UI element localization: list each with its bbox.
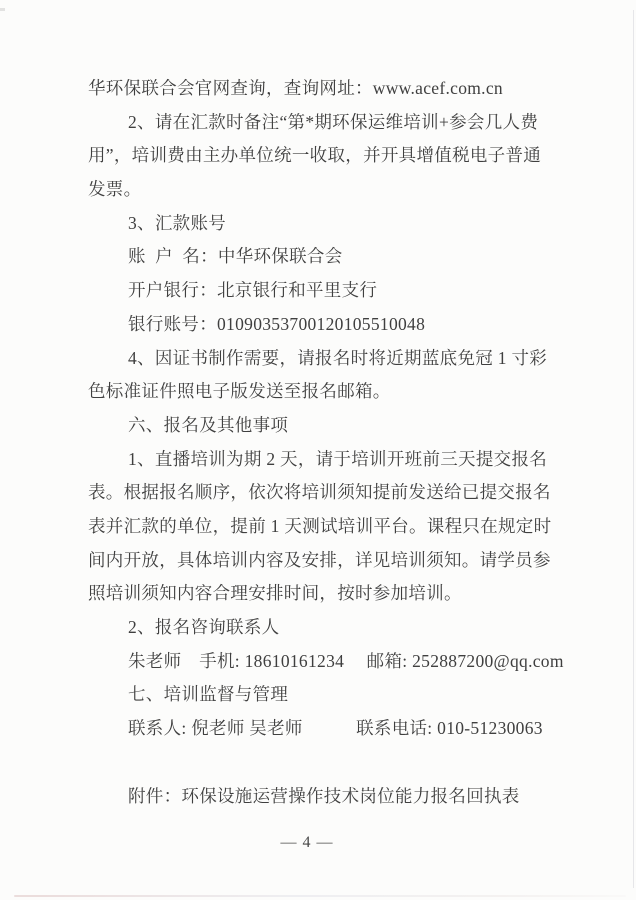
text-line: 联系人: 倪老师 吴老师 联系电话: 010-51230063 xyxy=(128,718,543,739)
text-line: 用”，培训费由主办单位统一收取，并开具增值税电子普通 xyxy=(88,145,542,166)
text-line: 照培训须知内容合理安排时间，按时参加培训。 xyxy=(88,583,462,604)
text-line: 4、因证书制作需要，请报名时将近期蓝底免冠 1 寸彩 xyxy=(128,347,548,368)
text-line: 账 户 名：中华环保联合会 xyxy=(128,246,343,267)
attachment-line: 附件：环保设施运营操作技术岗位能力报名回执表 xyxy=(128,786,520,806)
text-line: 色标准证件照电子版发送至报名邮箱。 xyxy=(88,381,391,402)
text-line: 2、报名咨询联系人 xyxy=(128,617,280,637)
scan-edge-mark xyxy=(0,8,5,11)
text-block xyxy=(88,72,564,746)
text-line: 华环保联合会官网查询，查询网址：www.acef.com.cn xyxy=(88,78,503,98)
text-line: 1、直播培训为期 2 天，请于培训开班前三天提交报名 xyxy=(128,448,548,469)
text-line: 发票。 xyxy=(88,179,142,200)
text-line: 开户银行：北京银行和平里支行 xyxy=(128,280,378,301)
text-line: 3、汇款账号 xyxy=(128,212,227,233)
text-line: 2、请在汇款时备注“第*期环保运维培训+参会几人费 xyxy=(128,111,539,132)
text-line: 银行账号：01090353700120105510048 xyxy=(128,313,426,334)
text-line: 间内开放，具体培训内容及安排，详见培训须知。请学员参 xyxy=(88,549,551,570)
text-line: 表。根据报名顺序，依次将培训须知提前发送给已提交报名 xyxy=(88,482,551,503)
text-line: 朱老师 手机: 18610161234 邮箱: 252887200@qq.com xyxy=(128,650,564,671)
scan-edge-right xyxy=(633,10,635,888)
text-line: 七、培训监督与管理 xyxy=(128,684,289,705)
text-line: 六、报名及其他事项 xyxy=(128,414,289,435)
page-number: — 4 — xyxy=(280,834,334,851)
scan-edge-bottom xyxy=(14,895,626,897)
text-line: 表并汇款的单位，提前 1 天测试培训平台。课程只在规定时 xyxy=(88,515,552,536)
